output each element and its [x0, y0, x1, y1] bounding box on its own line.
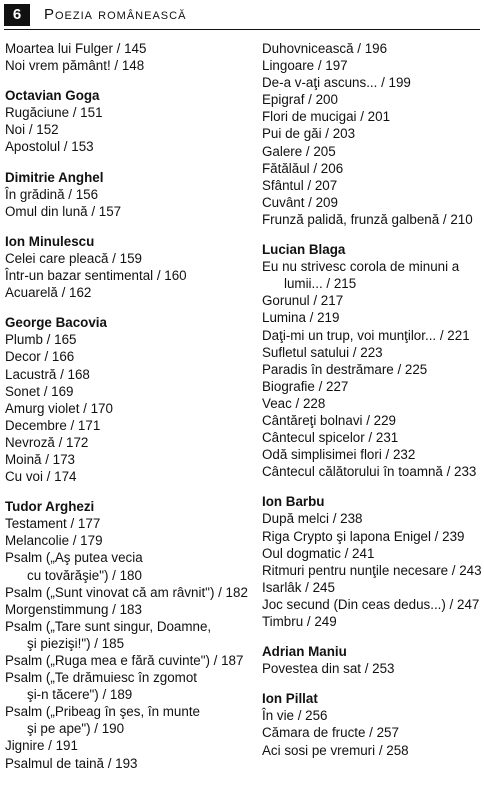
toc-entry — [5, 584, 248, 601]
toc-entry — [5, 451, 241, 468]
entry-text: Cântecul călătorului în toamnă / 233 — [262, 464, 477, 480]
entry-text: Flori de mucigai / 201 — [262, 109, 391, 125]
entry-text: Galere / 205 — [262, 143, 336, 159]
toc-entry — [5, 601, 241, 618]
toc-entry — [5, 40, 241, 57]
entry-text: Oul dogmatic / 241 — [262, 545, 375, 561]
entry-text: Sufletul satului / 223 — [262, 344, 383, 360]
toc-entry — [262, 194, 482, 211]
entry-text: Moină / 173 — [5, 451, 75, 467]
toc-entry — [262, 510, 482, 527]
entry-text: Sonet / 169 — [5, 383, 74, 399]
toc-entry — [262, 562, 482, 579]
author-heading: Octavian Goga — [5, 88, 100, 104]
toc-entry — [262, 292, 482, 309]
toc-entry — [262, 545, 482, 562]
toc-entry — [5, 669, 241, 703]
toc-entry — [262, 528, 482, 545]
toc-entry — [262, 258, 482, 292]
entry-text: Psalm („Pribeag în şes, în munte — [5, 704, 200, 720]
entry-text: Morgenstimmung / 183 — [5, 601, 142, 617]
toc-entry — [5, 250, 241, 267]
toc-entry — [5, 121, 241, 138]
entry-text: Melancolie / 179 — [5, 533, 103, 549]
entry-text: Daţi-mi un trup, voi munţilor... / 221 — [262, 327, 470, 343]
entry-text: Jignire / 191 — [5, 738, 78, 754]
toc-entry — [5, 618, 241, 652]
toc-entry — [5, 652, 244, 669]
author-heading: Ion Barbu — [262, 494, 325, 510]
entry-text: Povestea din sat / 253 — [262, 661, 395, 677]
entry-text: Riga Crypto şi lapona Enigel / 239 — [262, 528, 465, 544]
toc-entry — [262, 211, 482, 228]
toc-entry — [262, 446, 482, 463]
entry-text: Frunză palidă, frunză galbenă / 210 — [262, 211, 473, 227]
toc-entry — [262, 143, 482, 160]
entry-text: Psalm („Te drămuiesc în zgomot — [5, 670, 197, 686]
toc-entry — [5, 104, 241, 121]
entry-text: Lumina / 219 — [262, 310, 340, 326]
entry-text: Pui de găi / 203 — [262, 126, 356, 142]
toc-section — [5, 169, 241, 220]
page-number: 6 — [4, 4, 30, 26]
entry-text: Cuvânt / 209 — [262, 194, 338, 210]
entry-text: Moartea lui Fulger / 145 — [5, 41, 147, 56]
entry-text: Nevroză / 172 — [5, 434, 89, 450]
toc-entry — [262, 125, 482, 142]
header-divider — [4, 29, 480, 30]
entry-text-continuation: şi-n tăcere") / 189 — [27, 687, 133, 703]
toc-entry — [5, 400, 241, 417]
toc-right-column — [262, 40, 482, 772]
entry-text-continuation: şi piezişi!") / 185 — [27, 635, 125, 651]
entry-text: Cântecul spicelor / 231 — [262, 430, 399, 446]
toc-entry — [5, 267, 241, 284]
toc-entry — [5, 532, 241, 549]
toc-entry — [5, 549, 241, 583]
book-title: Poezia românească — [44, 6, 187, 23]
entry-text: Apostolul / 153 — [5, 139, 94, 155]
entry-text: Psalm („Sunt vinovat că am râvnit") / 182 — [5, 584, 248, 600]
toc-entry — [262, 596, 482, 613]
entry-text: Isarlâk / 245 — [262, 579, 335, 595]
author-heading: Lucian Blaga — [262, 242, 346, 258]
entry-text: Omul din lună / 157 — [5, 203, 122, 219]
entry-text: Rugăciune / 151 — [5, 105, 103, 121]
toc-entry — [5, 703, 241, 737]
toc-entry — [262, 613, 482, 630]
entry-text: Psalm („Tare sunt singur, Doamne, — [5, 618, 212, 634]
toc-entry — [5, 755, 241, 772]
toc-entry — [262, 74, 482, 91]
toc-entry — [262, 707, 482, 724]
toc-section — [262, 643, 482, 677]
entry-text: Psalm („Aş putea vecia — [5, 550, 143, 566]
entry-text: Noi / 152 — [5, 122, 59, 138]
author-heading: Tudor Arghezi — [5, 499, 95, 515]
author-heading: Ion Pillat — [262, 691, 318, 707]
toc-section — [5, 314, 241, 485]
entry-text-continuation: lumii... / 215 — [284, 276, 357, 292]
entry-text: Joc secund (Din ceas dedus...) / 247 — [262, 596, 480, 612]
toc-entry — [5, 331, 241, 348]
toc-section — [5, 87, 241, 155]
entry-text: De-a v-aţi ascuns... / 199 — [262, 75, 411, 91]
entry-text: Psalm („Ruga mea e fără cuvinte") / 187 — [5, 653, 244, 668]
toc-section — [5, 40, 241, 74]
entry-text: Decor / 166 — [5, 349, 75, 365]
entry-text: Lacustră / 168 — [5, 366, 90, 382]
entry-text: Psalmul de taină / 193 — [5, 755, 138, 771]
toc-section — [262, 40, 482, 228]
toc-entry — [262, 579, 482, 596]
entry-text: Fătălăul / 206 — [262, 160, 344, 176]
entry-text: Noi vrem pământ! / 148 — [5, 58, 145, 74]
toc-entry — [262, 40, 482, 57]
toc-section — [262, 241, 482, 480]
entry-text: După melci / 238 — [262, 511, 363, 527]
toc-entry — [5, 348, 241, 365]
toc-left-column — [5, 40, 248, 785]
author-heading: Dimitrie Anghel — [5, 169, 104, 185]
toc-entry — [5, 468, 241, 485]
entry-text: Celei care pleacă / 159 — [5, 250, 142, 266]
entry-text: Cântăreţi bolnavi / 229 — [262, 412, 396, 428]
toc-entry — [5, 383, 241, 400]
toc-entry — [5, 366, 241, 383]
toc-entry — [262, 309, 482, 326]
entry-text: În grădină / 156 — [5, 186, 99, 202]
toc-entry — [262, 91, 482, 108]
toc-entry — [262, 344, 482, 361]
toc-entry — [262, 463, 482, 480]
toc-entry — [262, 57, 482, 74]
entry-text: Într-un bazar sentimental / 160 — [5, 268, 187, 284]
entry-text: Epigraf / 200 — [262, 92, 338, 108]
entry-text: Lingoare / 197 — [262, 58, 348, 74]
toc-entry — [262, 412, 482, 429]
entry-text: Odă simplisimei flori / 232 — [262, 447, 416, 463]
entry-text: Cămara de fructe / 257 — [262, 725, 399, 741]
entry-text: Duhovnicească / 196 — [262, 41, 388, 56]
toc-entry — [5, 434, 241, 451]
toc-entry — [262, 378, 482, 395]
page-header — [0, 0, 484, 30]
toc-entry — [5, 515, 241, 532]
toc-entry — [262, 429, 482, 446]
toc-section — [5, 233, 241, 301]
entry-text: Cu voi / 174 — [5, 469, 77, 485]
toc-entry — [262, 160, 482, 177]
entry-text: Ritmuri pentru nunţile necesare / 243 — [262, 562, 482, 578]
entry-text: Eu nu strivesc corola de minuni a — [262, 259, 460, 275]
toc-entry — [5, 57, 241, 74]
entry-text-continuation: şi pe ape") / 190 — [27, 721, 125, 737]
toc-entry — [262, 724, 482, 741]
toc-entry — [262, 177, 482, 194]
entry-text: Gorunul / 217 — [262, 293, 344, 309]
toc-entry — [5, 203, 241, 220]
toc-entry — [5, 284, 241, 301]
toc-entry — [5, 186, 241, 203]
author-heading: Ion Minulescu — [5, 233, 95, 249]
entry-text: Biografie / 227 — [262, 378, 349, 394]
toc-entry — [5, 417, 241, 434]
toc-entry — [5, 737, 241, 754]
toc-entry — [262, 361, 482, 378]
toc-entry — [262, 395, 482, 412]
entry-text: Amurg violet / 170 — [5, 400, 113, 416]
entry-text-continuation: cu tovărăşie") / 180 — [27, 567, 142, 583]
author-heading: Adrian Maniu — [262, 644, 347, 660]
toc-entry — [262, 742, 482, 759]
entry-text: Veac / 228 — [262, 395, 326, 411]
entry-text: Plumb / 165 — [5, 332, 77, 348]
entry-text: Decembre / 171 — [5, 417, 101, 433]
entry-text: Sfântul / 207 — [262, 177, 338, 193]
toc-entry — [262, 327, 482, 344]
author-heading: George Bacovia — [5, 315, 107, 331]
toc-entry — [262, 660, 482, 677]
entry-text: Timbru / 249 — [262, 614, 337, 629]
toc-section — [262, 493, 482, 630]
toc-section — [5, 498, 248, 772]
entry-text: Paradis în destrămare / 225 — [262, 361, 428, 377]
entry-text: Acuarelă / 162 — [5, 285, 92, 301]
entry-text: Aci sosi pe vremuri / 258 — [262, 742, 409, 758]
toc-entry — [5, 138, 241, 155]
toc-entry — [262, 108, 482, 125]
toc-section — [262, 690, 482, 758]
entry-text: În vie / 256 — [262, 708, 328, 724]
entry-text: Testament / 177 — [5, 516, 101, 532]
